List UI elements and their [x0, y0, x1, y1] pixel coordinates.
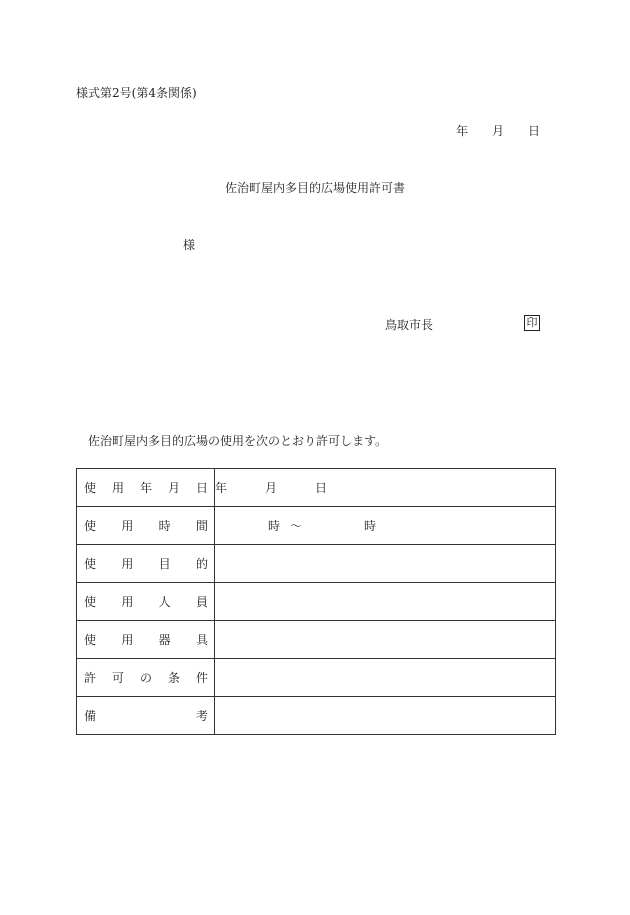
date-day: 日: [528, 124, 541, 138]
use-date-year: 年: [215, 481, 228, 495]
row-label-use-purpose: [77, 545, 215, 583]
date-month: 月: [492, 124, 505, 138]
label-char: 目: [158, 557, 171, 571]
label-char: 用: [121, 519, 134, 533]
intro-text: 佐治町屋内多目的広場の使用を次のとおり許可します。: [88, 434, 388, 448]
label-char: 使: [84, 557, 97, 571]
use-time-value[interactable]: [215, 507, 556, 545]
use-date-month: 月: [265, 481, 278, 495]
label-char: 可: [111, 671, 124, 685]
row-label-attendees: [77, 583, 215, 621]
use-time-start: 時: [268, 519, 281, 533]
conditions-value[interactable]: [215, 659, 556, 697]
label-char: 器: [158, 633, 171, 647]
label-char: 月: [167, 481, 180, 495]
label-char: 用: [121, 633, 134, 647]
label-char: 許: [84, 671, 97, 685]
label-char: 用: [121, 595, 134, 609]
title-text: 佐治町屋内多目的広場使用許可書: [224, 181, 405, 195]
label-char: 使: [84, 595, 97, 609]
document-title: [0, 179, 630, 196]
label-char: 間: [195, 519, 208, 533]
row-label-use-time: [77, 507, 215, 545]
use-time-end: 時: [364, 519, 377, 533]
table-row: [77, 583, 556, 621]
table-row: [77, 697, 556, 735]
label-char: 備: [84, 709, 97, 723]
form-number: 様式第2号(第4条関係): [76, 86, 197, 100]
seal-mark: 印: [524, 315, 540, 331]
equipment-value[interactable]: [215, 621, 556, 659]
label-char: 使: [84, 481, 97, 495]
use-purpose-value[interactable]: [215, 545, 556, 583]
row-label-conditions: [77, 659, 215, 697]
label-char: の: [139, 671, 152, 685]
permit-table: [76, 468, 556, 735]
label-char: 条: [167, 671, 180, 685]
date-year: 年: [456, 124, 469, 138]
label-char: 使: [84, 633, 97, 647]
use-time-separator: ～: [290, 519, 303, 533]
label-char: 用: [121, 557, 134, 571]
label-char: 時: [158, 519, 171, 533]
table-row: [77, 621, 556, 659]
label-char: 具: [195, 633, 208, 647]
use-date-value[interactable]: [215, 469, 556, 507]
issuer-name: 鳥取市長: [385, 318, 434, 332]
label-char: 年: [139, 481, 152, 495]
label-char: 件: [195, 671, 208, 685]
table-row: [77, 507, 556, 545]
addressee-suffix: 様: [183, 238, 196, 252]
label-char: 人: [158, 595, 171, 609]
row-label-remarks: [77, 697, 215, 735]
row-label-equipment: [77, 621, 215, 659]
row-label-use-date: [77, 469, 215, 507]
table-row: [77, 469, 556, 507]
remarks-value[interactable]: [215, 697, 556, 735]
label-char: 的: [195, 557, 208, 571]
label-char: 考: [195, 709, 208, 723]
label-char: 使: [84, 519, 97, 533]
label-char: 用: [111, 481, 124, 495]
label-char: 員: [195, 595, 208, 609]
attendees-value[interactable]: [215, 583, 556, 621]
table-row: [77, 545, 556, 583]
table-row: [77, 659, 556, 697]
label-char: 日: [195, 481, 208, 495]
issue-date: [456, 122, 540, 139]
use-date-day: 日: [315, 481, 328, 495]
